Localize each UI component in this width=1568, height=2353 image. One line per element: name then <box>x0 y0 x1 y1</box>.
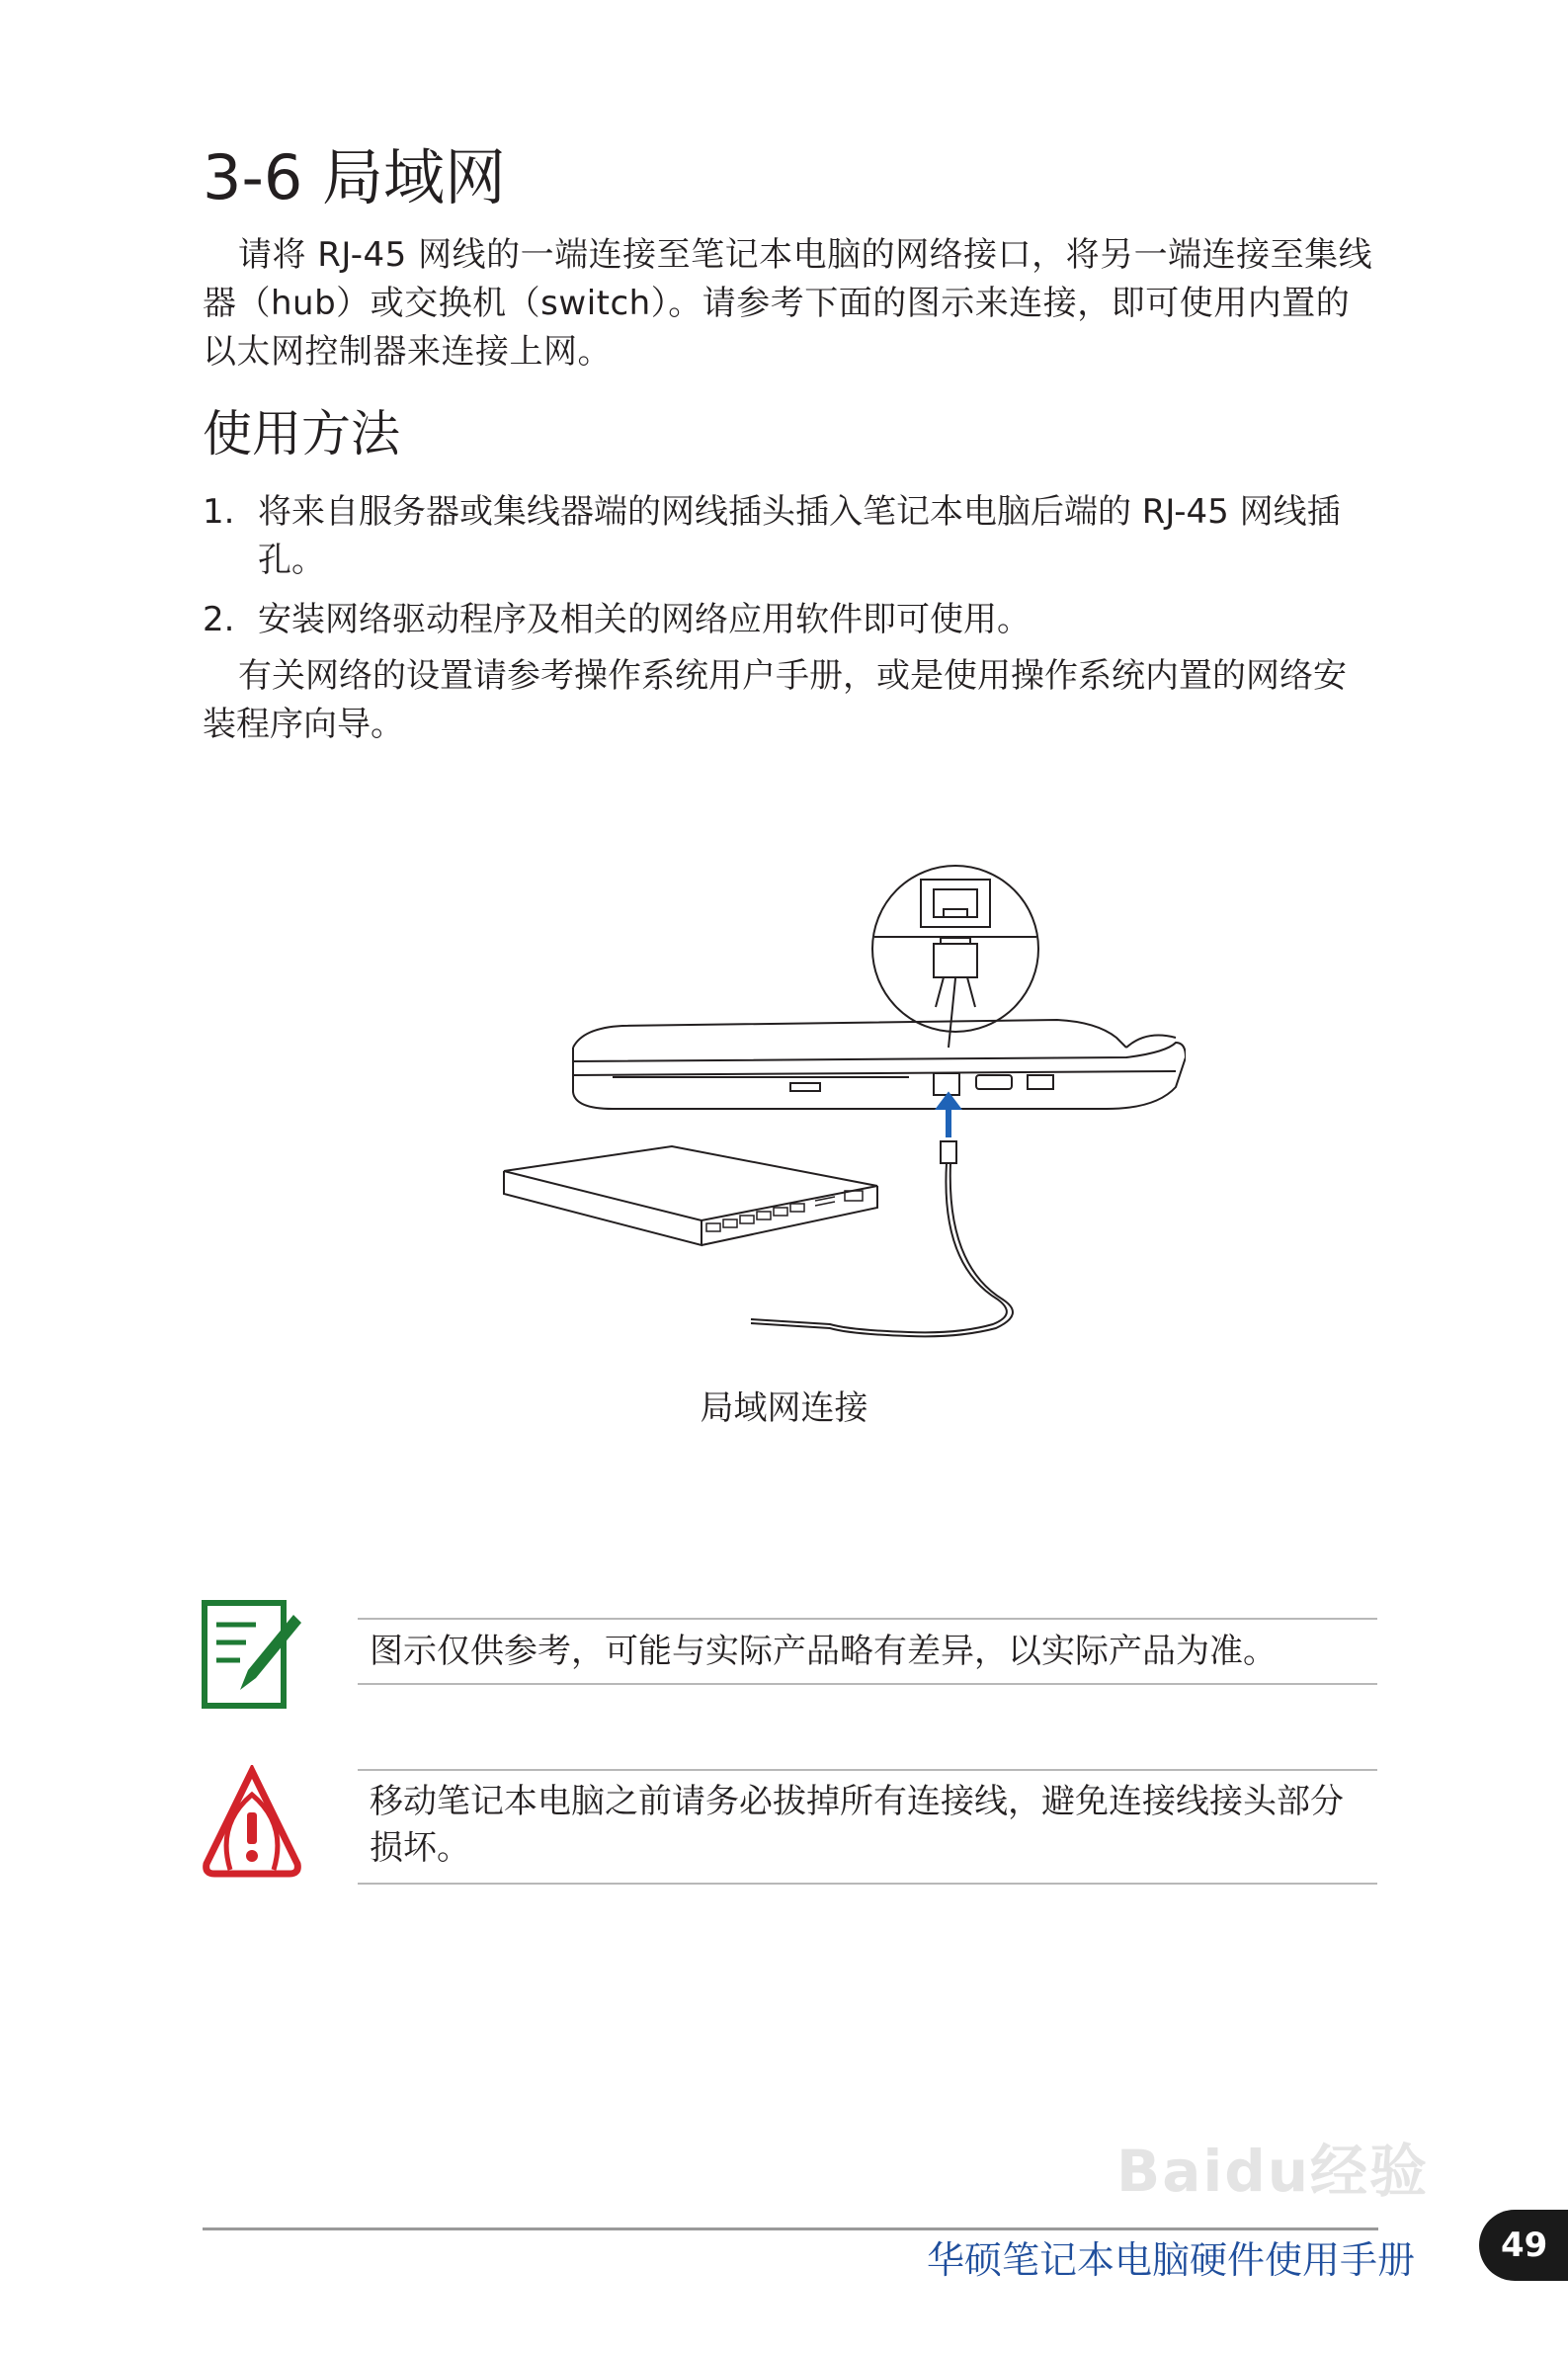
usage-heading: 使用方法 <box>203 405 400 462</box>
footer-rule <box>203 2227 1378 2230</box>
watermark <box>1116 2125 1472 2233</box>
watermark-text: Baidu经验 <box>1116 2138 1430 2205</box>
page-number-badge: 49 <box>1479 2210 1568 2281</box>
warning-top-rule <box>358 1769 1377 1771</box>
list-item <box>203 596 1378 644</box>
intro-paragraph: 请将 RJ-45 网线的一端连接至笔记本电脑的网络接口，将另一端连接至集线器（hub）或交换机（switch）。请参考下面的图示来连接，即可使用内置的以太网控制器来连接上网。 <box>203 235 1373 372</box>
step-number: 1. <box>203 492 235 532</box>
step-text: 将来自服务器或集线器端的网线插头插入笔记本电脑后端的 RJ-45 网线插孔。 <box>258 492 1341 580</box>
followup-paragraph: 有关网络的设置请参考操作系统用户手册，或是使用操作系统内置的网络安装程序向导。 <box>203 656 1347 744</box>
note-pencil-icon <box>201 1597 303 1714</box>
step-number: 2. <box>203 600 235 639</box>
figure-caption: 局域网连接 <box>700 1388 868 1428</box>
insert-arrow <box>937 1093 960 1136</box>
footer-title: 华硕笔记本电脑硬件使用手册 <box>926 2238 1415 2282</box>
steps-list <box>203 488 1378 644</box>
laptop-outline <box>573 1020 1186 1109</box>
section-title: 3-6 局域网 <box>203 141 506 213</box>
warning-triangle-icon <box>201 1765 303 1882</box>
note-bottom-rule <box>358 1683 1377 1685</box>
lan-connection-figure <box>494 850 1186 1393</box>
note-top-rule <box>358 1618 1377 1620</box>
note-text: 图示仅供参考，可能与实际产品略有差异，以实际产品为准。 <box>370 1632 1277 1671</box>
warning-text: 移动笔记本电脑之前请务必拔掉所有连接线，避免连接线接头部分损坏。 <box>370 1782 1344 1868</box>
list-item <box>203 488 1378 585</box>
network-switch <box>504 1146 877 1245</box>
step-text: 安装网络驱动程序及相关的网络应用软件即可使用。 <box>258 600 1031 639</box>
warning-bottom-rule <box>358 1883 1377 1885</box>
